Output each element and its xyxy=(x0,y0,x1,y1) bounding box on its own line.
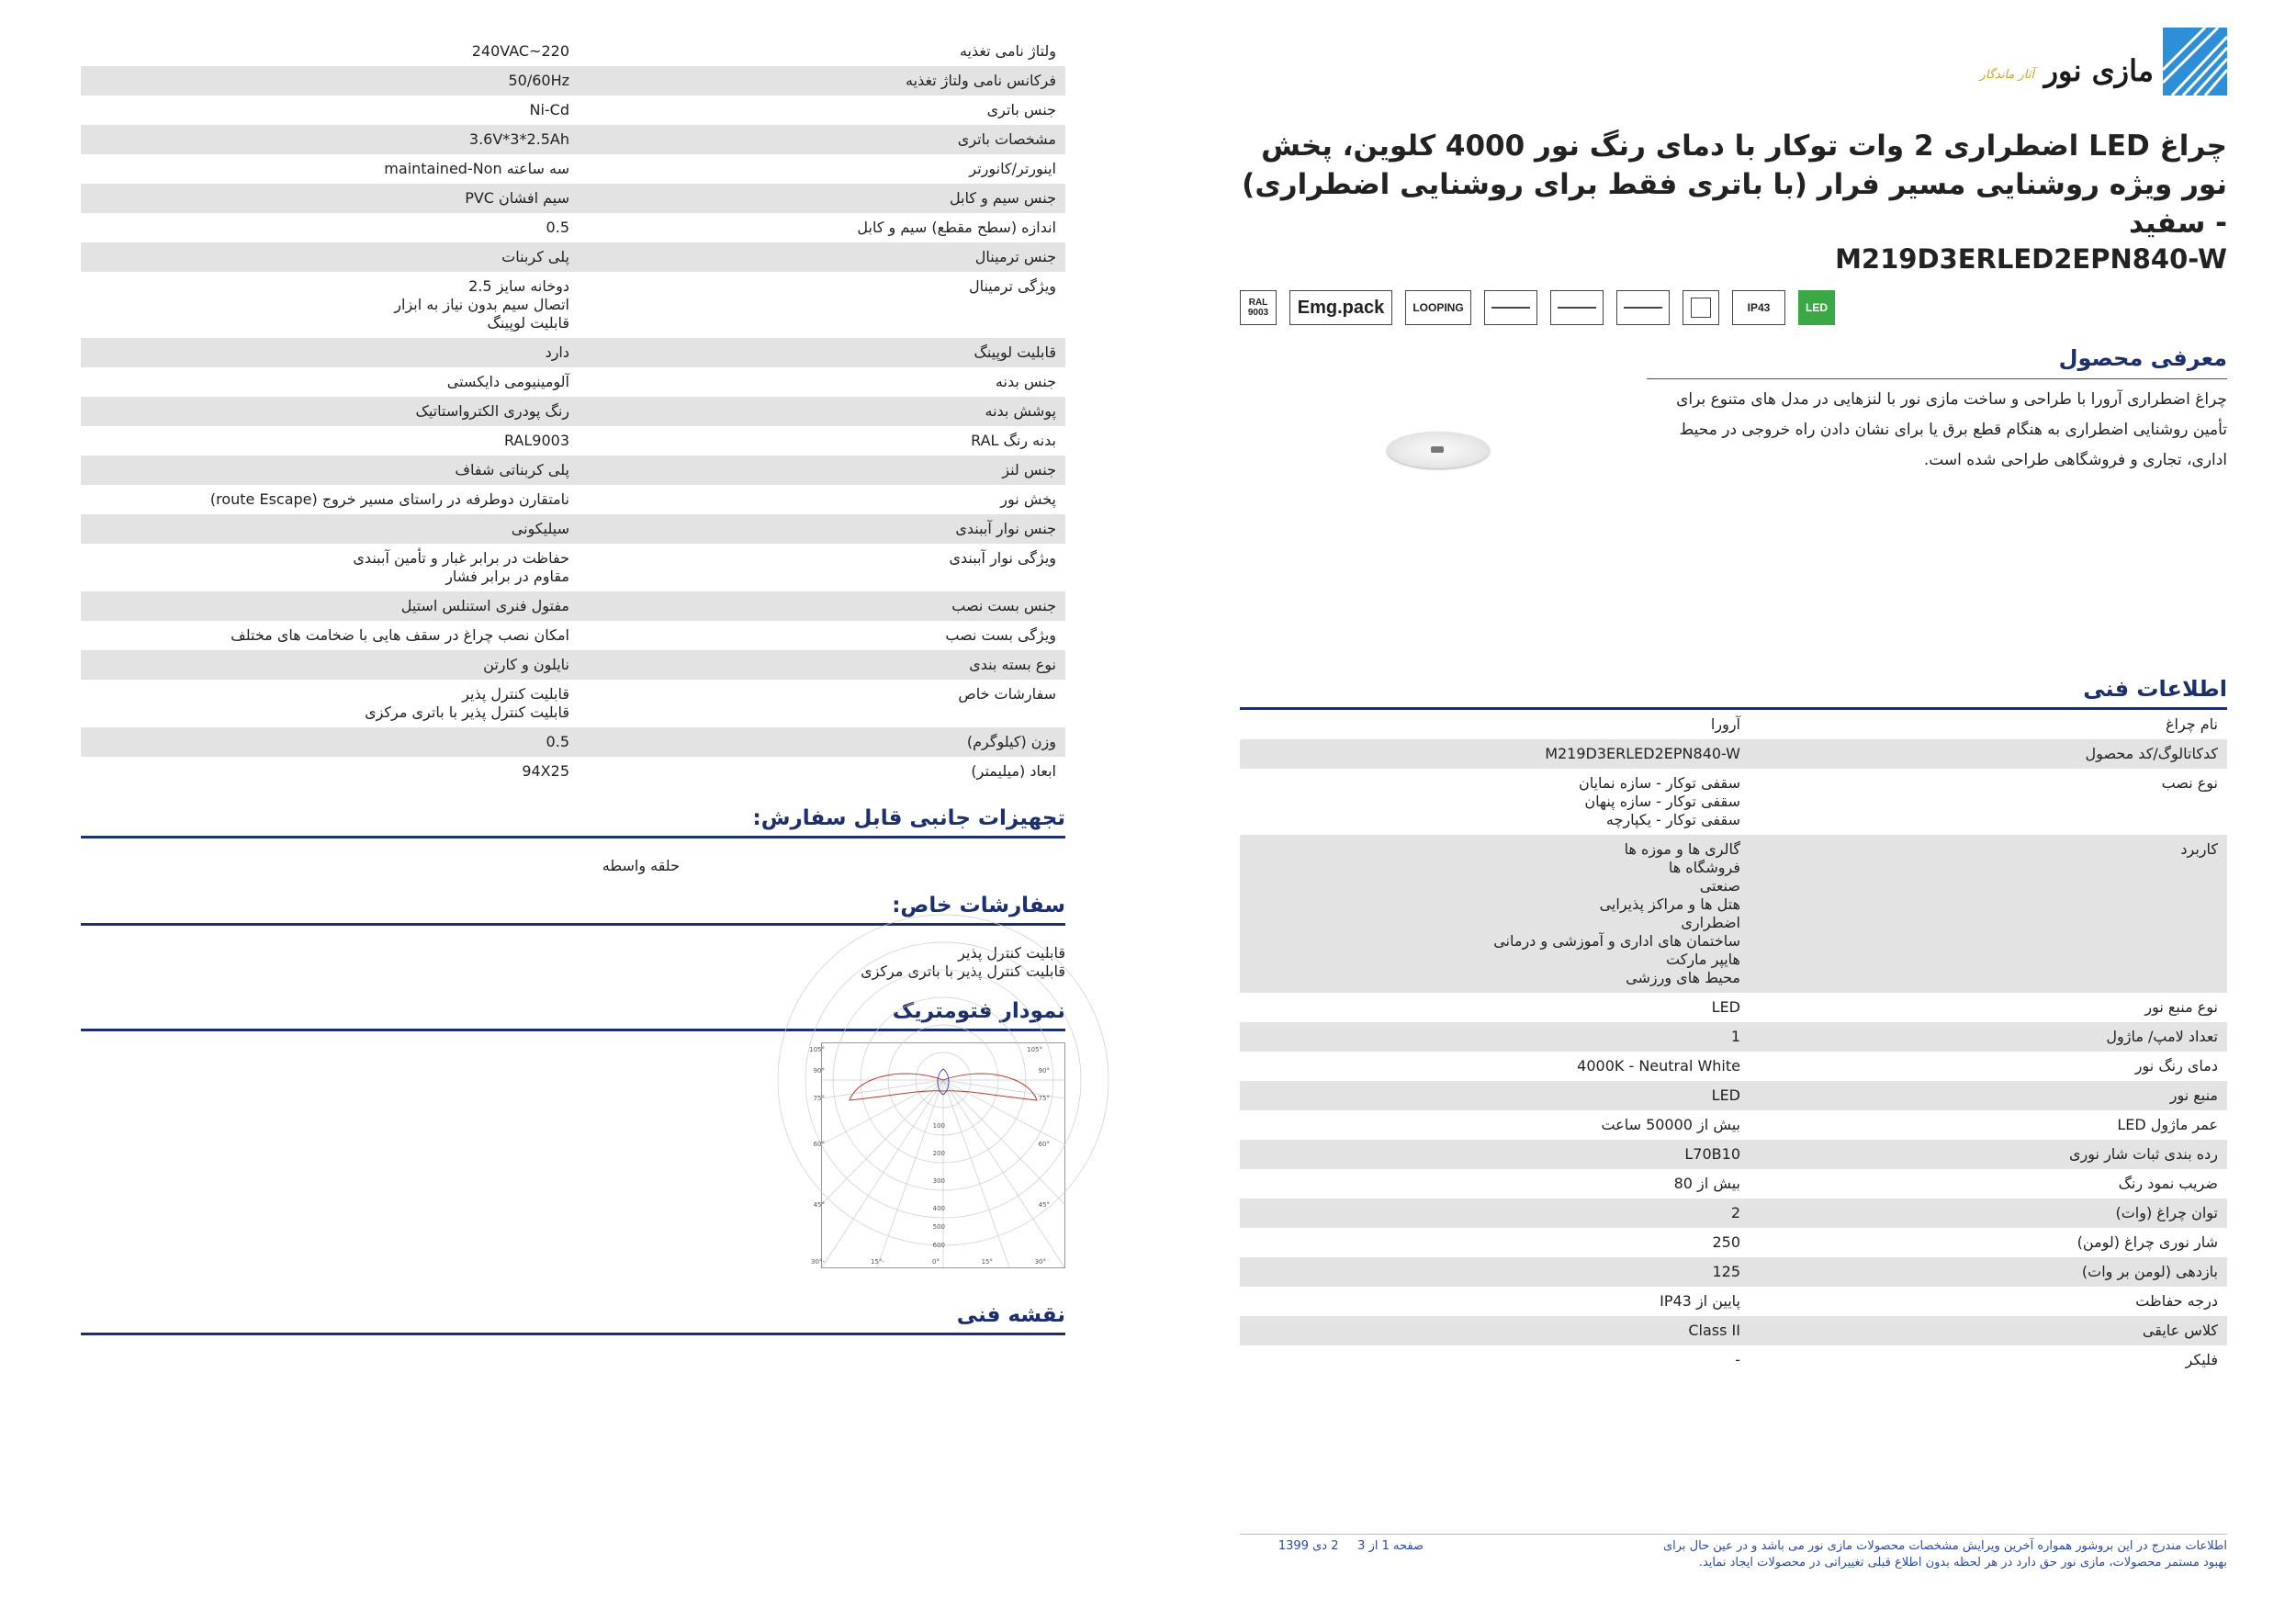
tech-section xyxy=(1240,676,2227,1375)
spec-row xyxy=(81,37,1065,66)
radial-label: 200 xyxy=(932,1150,945,1157)
tech-row xyxy=(1240,1022,2227,1052)
angle-label: 60° xyxy=(813,1141,825,1148)
spec-row xyxy=(81,242,1065,272)
spec-label: مشخصات باتری xyxy=(957,130,1056,148)
logo-text: مازی نور xyxy=(2043,53,2154,88)
icon-label: IP43 xyxy=(1747,301,1771,314)
special-orders-title: سفارشات خاص: xyxy=(81,886,1065,926)
spec-label: جنس باتری xyxy=(986,101,1056,118)
tech-row xyxy=(1240,1169,2227,1198)
spec-row xyxy=(81,66,1065,96)
spec-row xyxy=(81,338,1065,367)
tech-row xyxy=(1240,1345,2227,1375)
page-date: 2 دی 1399 xyxy=(1277,1539,1339,1553)
angle-label: 0° xyxy=(932,1258,940,1266)
angle-label: 45° xyxy=(813,1201,825,1209)
angle-label: 90° xyxy=(813,1067,825,1075)
tech-label: نوع منبع نور xyxy=(2144,998,2218,1016)
tech-row xyxy=(1240,710,2227,739)
special-orders-body: قابلیت کنترل پذیر قابلیت کنترل پذیر با باتری مرکزی xyxy=(861,944,1065,980)
tech-label: توان چراغ (وات) xyxy=(2115,1204,2218,1221)
intro-section xyxy=(1240,345,2227,476)
spec-row xyxy=(81,514,1065,544)
ip43-icon xyxy=(1732,290,1785,325)
spec-value: 0.5 xyxy=(546,219,569,236)
class-ii-icon xyxy=(1683,290,1719,325)
tech-row xyxy=(1240,1257,2227,1287)
product-page xyxy=(1240,28,2227,1570)
spec-row xyxy=(81,544,1065,591)
looping-icon xyxy=(1405,290,1471,325)
spec-label: اینورتر/کانورتر xyxy=(969,160,1056,177)
line-icon xyxy=(1558,307,1596,309)
spec-label: جنس نوار آببندی xyxy=(955,520,1056,537)
spec-value: امکان نصب چراغ در سقف هایی با ضخامت های مختلف xyxy=(231,626,569,644)
spec-row xyxy=(81,727,1065,757)
spec-row xyxy=(81,397,1065,426)
angle-label: 15° xyxy=(981,1258,993,1266)
photometric-chart xyxy=(809,1042,1065,1268)
icon-label: RAL 9003 xyxy=(1247,298,1269,318)
tech-value: LED xyxy=(1711,998,1740,1016)
angle-label: 105° xyxy=(1027,1046,1042,1053)
spec-row xyxy=(81,650,1065,680)
product-title: چراغ LED اضطراری 2 وات توکار با دمای رنگ نور 4000 کلوین، پخش نور ویژه روشنایی مسیر فرار (با باتری فقط برای روشنایی اضطراری) - سفید xyxy=(1242,129,2227,240)
tech-value: M219D3ERLED2EPN840-W xyxy=(1545,745,1740,762)
tech-value: 4000K - Neutral White xyxy=(1577,1057,1740,1075)
spec-label: ویژگی نوار آببندی xyxy=(949,549,1056,567)
tech-label: رده بندی ثبات شار نوری xyxy=(2069,1145,2218,1163)
icon-label: LOOPING xyxy=(1412,301,1464,314)
spec-label: ولتاژ نامی تغذیه xyxy=(959,42,1056,60)
spec-value: Ni-Cd xyxy=(529,101,569,118)
spec-row xyxy=(81,272,1065,338)
angle-label: 75° xyxy=(1038,1095,1050,1102)
surface-icon xyxy=(1616,290,1670,325)
spec-row xyxy=(81,154,1065,184)
tech-row xyxy=(1240,1198,2227,1228)
radial-label: 600 xyxy=(932,1242,945,1249)
square-icon xyxy=(1691,298,1711,318)
spec-row xyxy=(81,367,1065,397)
tech-label: کلاس عایقی xyxy=(2142,1322,2218,1339)
angle-label: 90° xyxy=(1038,1067,1050,1075)
led-icon xyxy=(1798,290,1835,325)
spec-label: قابلیت لوپینگ xyxy=(974,343,1056,361)
tech-value: گالری ها و موزه ها فروشگاه ها صنعتی هتل ها و مراکز پذیرایی اضطراری ساختمان های اداری و آموزشی و درمانی هایپر مارکت محیط های ورزشی xyxy=(1493,840,1740,986)
spec-label: جنس بدنه xyxy=(995,373,1056,390)
tech-row xyxy=(1240,1140,2227,1169)
spec-value: نامتقارن دوطرفه در راستای مسیر خروج (route Escape) xyxy=(209,490,569,508)
tech-row xyxy=(1240,1287,2227,1316)
spec-label: بدنه رنگ RAL xyxy=(971,432,1056,449)
spec-value: پلی کربناتی شفاف xyxy=(455,461,569,478)
tech-row xyxy=(1240,769,2227,835)
footer-page xyxy=(1240,1538,1424,1571)
spec-label: ابعاد (میلیمتر) xyxy=(971,762,1056,780)
special-orders-section xyxy=(81,886,1065,992)
angle-label: 105° xyxy=(809,1046,825,1053)
spec-value: قابلیت کنترل پذیر قابلیت کنترل پذیر با باتری مرکزی xyxy=(365,685,569,721)
tech-row xyxy=(1240,835,2227,993)
brand-logo xyxy=(1240,28,2227,101)
logo-mark-icon xyxy=(2163,28,2227,96)
spec-value: سیم افشان PVC xyxy=(465,189,569,207)
tech-value: LED xyxy=(1711,1086,1740,1104)
icon-label: LED xyxy=(1806,301,1828,314)
spec-value: رنگ پودری الکترواستاتیک xyxy=(415,402,569,420)
spec-row xyxy=(81,125,1065,154)
tech-label: فلیکر xyxy=(2185,1351,2218,1368)
spec-label: فرکانس نامی ولتاژ تغذیه xyxy=(906,72,1056,89)
spec-row xyxy=(81,757,1065,786)
spec-row xyxy=(81,621,1065,650)
tech-value: سقفی توکار - سازه نمایان سقفی توکار - سازه پنهان سقفی توکار - یکپارچه xyxy=(1578,774,1740,828)
tech-row xyxy=(1240,993,2227,1022)
tech-label: دمای رنگ نور xyxy=(2134,1057,2218,1075)
spec-row xyxy=(81,213,1065,242)
spec-value: 94X25 xyxy=(522,762,569,780)
tech-value: L70B10 xyxy=(1684,1145,1740,1163)
spec-label: پوشش بدنه xyxy=(985,402,1056,420)
lens-icon xyxy=(1550,290,1604,325)
spec-value: 220~240VAC xyxy=(471,42,569,60)
tech-value: پایین از IP43 xyxy=(1660,1292,1740,1310)
spec-label: وزن (کیلوگرم) xyxy=(966,733,1056,750)
angle-label: -30° xyxy=(811,1258,825,1266)
spec-row xyxy=(81,184,1065,213)
tech-label: تعداد لامپ/ ماژول xyxy=(2106,1028,2218,1045)
tech-label: نوع نصب xyxy=(2161,774,2218,792)
spec-value: دوخانه سایز 2.5 اتصال سیم بدون نیاز به ابزار قابلیت لوپینگ xyxy=(394,277,569,332)
intro-text: چراغ اضطراری آرورا با طراحی و ساخت مازی نور با لنزهایی در مدل های متنوع برای تأمین روشنایی اضطراری به هنگام قطع برق یا برای نشان دادن راه خروجی در محیط اداری، تجاری و فروشگاهی طراحی شده است. xyxy=(1647,378,2227,476)
radial-label: 300 xyxy=(932,1177,945,1185)
tech-label: شار نوری چراغ (لومن) xyxy=(2077,1233,2218,1251)
spec-value: 50/60Hz xyxy=(508,72,569,89)
tech-value: بیش از 80 xyxy=(1673,1175,1740,1192)
spec-row xyxy=(81,591,1065,621)
technical-drawing-section xyxy=(81,1296,1065,1335)
spec-page xyxy=(81,37,1065,1335)
line-icon xyxy=(1624,307,1662,309)
accessories-section xyxy=(81,799,1065,886)
footer xyxy=(1240,1534,2227,1571)
radial-label: 400 xyxy=(932,1205,945,1212)
emg-pack-icon xyxy=(1289,290,1392,325)
tech-label: درجه حفاظت xyxy=(2135,1292,2218,1310)
radial-label: 500 xyxy=(932,1223,945,1231)
tech-label: کاربرد xyxy=(2180,840,2218,858)
product-code: M219D3ERLED2EPN840-W xyxy=(1835,243,2227,275)
tech-value: آرورا xyxy=(1710,715,1740,733)
angle-label: 45° xyxy=(1038,1201,1050,1209)
tech-label: منبع نور xyxy=(2169,1086,2218,1104)
tech-value: 1 xyxy=(1730,1028,1740,1045)
tech-label: نام چراغ xyxy=(2165,715,2218,733)
spec-value: دارد xyxy=(545,343,569,361)
footer-note: اطلاعات مندرج در این بروشور همواره آخرین ویرایش مشخصات محصولات مازی نور می باشد و در عین حال برای بهبود مستمر محصولات، مازی نور حق دارد در هر لحظه بدون اطلاع قبلی تغییراتی در محصولات ایجاد نماید. xyxy=(1662,1539,2227,1570)
tech-label: بازدهی (لومن بر وات) xyxy=(2081,1263,2218,1280)
spec-label: پخش نور xyxy=(1000,490,1056,508)
tech-label: کدکاتالوگ/کد محصول xyxy=(2085,745,2218,762)
tech-value: 250 xyxy=(1712,1233,1740,1251)
tech-label: ضریب نمود رنگ xyxy=(2118,1175,2218,1192)
spec-label: جنس لنز xyxy=(1002,461,1056,478)
spec-row xyxy=(81,426,1065,456)
tech-row xyxy=(1240,739,2227,769)
accessories-title: تجهیزات جانبی قابل سفارش: xyxy=(81,799,1065,838)
tech-value: Class II xyxy=(1688,1322,1740,1339)
logo-tagline: آثار ماندگار xyxy=(1979,68,2034,82)
feature-icons xyxy=(1240,290,2227,325)
spec-row xyxy=(81,456,1065,485)
photometric-section xyxy=(81,992,1065,1279)
tech-title: اطلاعات فنی xyxy=(2083,676,2227,702)
spec-label: جنس سیم و کابل xyxy=(949,189,1056,207)
spec-row xyxy=(81,680,1065,727)
lens-icon xyxy=(1431,446,1444,453)
spec-label: ویژگی ترمینال xyxy=(968,277,1056,295)
spec-row xyxy=(81,96,1065,125)
icon-label: Emg.pack xyxy=(1297,297,1385,318)
tech-value: - xyxy=(1735,1351,1740,1368)
spec-value: آلومینیومی دایکستی xyxy=(446,373,569,390)
spec-label: جنس بست نصب xyxy=(951,597,1056,614)
tech-row xyxy=(1240,1110,2227,1140)
spec-row xyxy=(81,485,1065,514)
technical-drawing-title: نقشه فنی xyxy=(81,1296,1065,1335)
radial-label: 100 xyxy=(932,1122,945,1130)
spec-label: جنس ترمینال xyxy=(974,248,1056,265)
spec-value: 3.6V*3*2.5Ah xyxy=(468,130,569,148)
photometric-chart-area xyxy=(81,1031,1065,1279)
tech-row xyxy=(1240,1228,2227,1257)
spec-value: مفتول فنری استنلس استیل xyxy=(400,597,569,614)
spec-value: سیلیکونی xyxy=(511,520,569,537)
product-title-block xyxy=(1240,127,2227,276)
page-number: صفحه 1 از 3 xyxy=(1357,1539,1424,1553)
tech-value: 2 xyxy=(1730,1204,1740,1221)
angle-label: 30° xyxy=(1034,1258,1046,1266)
spec-value: سه ساعته maintained-Non xyxy=(384,160,569,177)
spec-label: سفارشات خاص xyxy=(958,685,1056,703)
tech-row xyxy=(1240,1052,2227,1081)
spec-value: حفاظت در برابر غبار و تأمین آببندی مقاوم در برابر فشار xyxy=(353,549,569,585)
recessed-icon xyxy=(1484,290,1537,325)
product-image xyxy=(1387,432,1490,468)
tech-value: 125 xyxy=(1712,1263,1740,1280)
spec-value: نایلون و کارتن xyxy=(483,656,569,673)
photometric-title: نمودار فتومتریک xyxy=(81,992,1065,1031)
spec-label: ویژگی بست نصب xyxy=(945,626,1056,644)
spec-label: نوع بسته بندی xyxy=(969,656,1056,673)
angle-label: -15° xyxy=(871,1258,884,1266)
intro-title: معرفی محصول xyxy=(2058,345,2227,371)
tech-row xyxy=(1240,1316,2227,1345)
spec-label: اندازه (سطح مقطع) سیم و کابل xyxy=(857,219,1056,236)
tech-value: بیش از 50000 ساعت xyxy=(1601,1116,1740,1133)
ral-icon xyxy=(1240,290,1277,325)
accessories-body: حلقه واسطه xyxy=(602,857,680,874)
tech-row xyxy=(1240,1081,2227,1110)
spec-value: پلی کربنات xyxy=(501,248,569,265)
spec-table xyxy=(81,37,1065,786)
tech-label: عمر ماژول LED xyxy=(2117,1116,2218,1133)
line-icon xyxy=(1491,307,1530,309)
angle-label: 75° xyxy=(813,1095,825,1102)
spec-value: 0.5 xyxy=(546,733,569,750)
spec-value: RAL9003 xyxy=(503,432,569,449)
angle-label: 60° xyxy=(1038,1141,1050,1148)
tech-table xyxy=(1240,710,2227,1375)
